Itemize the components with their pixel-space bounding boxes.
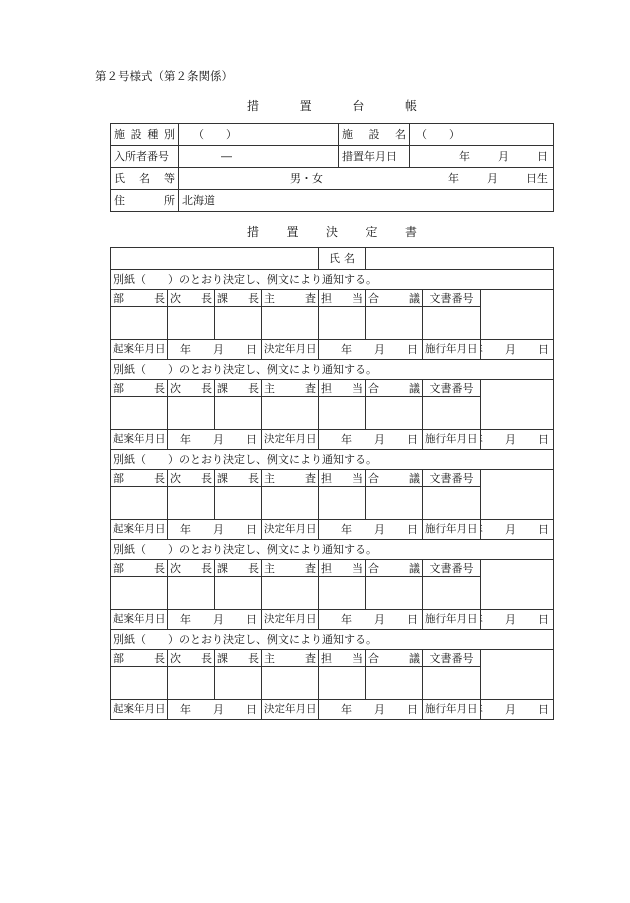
stamp-consultation[interactable] — [366, 577, 423, 610]
stamp-section-head[interactable] — [215, 487, 262, 520]
approver-doc-number-label: 文書番号 — [423, 380, 481, 397]
admission-no-value[interactable]: ― — [179, 146, 339, 168]
stamp-chief[interactable] — [262, 487, 319, 520]
notice-line-row — [111, 450, 554, 470]
notice-line: 別紙（ ）のとおり決定し、例文により通知する。 — [111, 360, 554, 380]
approver-doc-number-label: 文書番号 — [423, 290, 481, 307]
stamp-dept-head[interactable] — [111, 577, 168, 610]
approver-chief-label: 主 査 — [262, 470, 319, 487]
draft-date-value[interactable]: 年 月 日 — [168, 520, 262, 540]
date-row — [111, 610, 554, 630]
draft-date-label: 起案年月日 — [111, 340, 168, 360]
stamp-dept-head[interactable] — [111, 667, 168, 700]
stamp-consultation[interactable] — [366, 667, 423, 700]
approver-dept-head-label: 部 長 — [111, 650, 168, 667]
form-label: 第２号様式（第２条関係） — [95, 69, 233, 83]
decision-date-value[interactable]: 年 月 日 — [319, 430, 423, 450]
draft-date-value[interactable]: 年 月 日 — [168, 340, 262, 360]
stamp-chief[interactable] — [262, 667, 319, 700]
approver-dept-head-label: 部 長 — [111, 470, 168, 487]
decision-date-label: 決定年月日 — [262, 610, 319, 630]
name-gender-birth[interactable] — [179, 168, 554, 190]
approver-chief-label: 主 査 — [262, 560, 319, 577]
approver-header-row — [111, 650, 554, 667]
approver-deputy-head-label: 次 長 — [168, 560, 215, 577]
notice-line-row — [111, 630, 554, 650]
facility-type-value[interactable]: （ ） — [179, 124, 339, 146]
stamp-doc-number[interactable] — [423, 307, 481, 340]
stamp-doc-number[interactable] — [423, 487, 481, 520]
draft-date-value[interactable]: 年 月 日 — [168, 700, 262, 720]
admission-no-label: 入所者番号 — [111, 146, 179, 168]
ledger-title: 措 置 台 帳 — [247, 99, 417, 113]
measure-date-value[interactable]: 年 月 日 — [410, 146, 554, 168]
decision-title: 措 置 決 定 書 — [247, 225, 417, 239]
notice-line: 別紙（ ）のとおり決定し、例文により通知する。 — [111, 630, 554, 650]
ledger-row-name — [111, 168, 554, 190]
notice-line: 別紙（ ）のとおり決定し、例文により通知する。 — [111, 270, 554, 290]
facility-name-label: 施 設 名 — [339, 124, 410, 146]
approver-chief-label: 主 査 — [262, 650, 319, 667]
approver-consultation-label: 合 議 — [366, 650, 423, 667]
approver-deputy-head-label: 次 長 — [168, 470, 215, 487]
effective-date-value[interactable]: 月 日 — [481, 430, 554, 450]
approver-doc-number-label: 文書番号 — [423, 560, 481, 577]
stamp-staff[interactable] — [319, 577, 366, 610]
ledger-row-admission — [111, 146, 554, 168]
approver-consultation-label: 合 議 — [366, 560, 423, 577]
decision-date-label: 決定年月日 — [262, 700, 319, 720]
stamp-doc-number[interactable] — [423, 667, 481, 700]
stamp-chief[interactable] — [262, 577, 319, 610]
approver-dept-head-label: 部 長 — [111, 380, 168, 397]
approver-doc-number-label: 文書番号 — [423, 650, 481, 667]
approver-staff-label: 担 当 — [319, 470, 366, 487]
ledger-table — [110, 123, 554, 212]
effective-date-value[interactable]: 月 日 — [481, 700, 554, 720]
stamp-dept-head[interactable] — [111, 487, 168, 520]
stamp-chief[interactable] — [262, 397, 319, 430]
decision-date-label: 決定年月日 — [262, 430, 319, 450]
address-label: 住 所 — [111, 190, 179, 212]
decision-date-value[interactable]: 年 月 日 — [319, 610, 423, 630]
decision-name-value[interactable] — [366, 248, 554, 270]
effective-date-label: 施行年月日 — [423, 700, 481, 720]
stamp-dept-head[interactable] — [111, 397, 168, 430]
stamp-deputy-head[interactable] — [168, 577, 215, 610]
approver-deputy-head-label: 次 長 — [168, 380, 215, 397]
stamp-section-head[interactable] — [215, 307, 262, 340]
stamp-doc-number[interactable] — [423, 577, 481, 610]
approver-section-head-label: 課 長 — [215, 380, 262, 397]
stamp-deputy-head[interactable] — [168, 487, 215, 520]
approver-blank — [481, 290, 554, 340]
decision-name-row — [111, 248, 554, 270]
notice-line-row — [111, 270, 554, 290]
approver-header-row — [111, 380, 554, 397]
stamp-deputy-head[interactable] — [168, 307, 215, 340]
stamp-staff[interactable] — [319, 397, 366, 430]
name-label: 氏 名 等 — [111, 168, 179, 190]
decision-date-value[interactable]: 年 月 日 — [319, 700, 423, 720]
measure-date-label: 措置年月日 — [339, 146, 410, 168]
effective-date-label: 施行年月日 — [423, 340, 481, 360]
approver-blank — [481, 470, 554, 520]
approver-dept-head-label: 部 長 — [111, 290, 168, 307]
draft-date-value[interactable]: 年 月 日 — [168, 430, 262, 450]
approver-chief-label: 主 査 — [262, 380, 319, 397]
draft-date-label: 起案年月日 — [111, 520, 168, 540]
approver-staff-label: 担 当 — [319, 380, 366, 397]
stamp-doc-number[interactable] — [423, 397, 481, 430]
decision-date-value[interactable]: 年 月 日 — [319, 520, 423, 540]
decision-name-label: 氏 名 — [319, 248, 366, 270]
approver-consultation-label: 合 議 — [366, 380, 423, 397]
decision-name-spacer — [111, 248, 319, 270]
stamp-section-head[interactable] — [215, 667, 262, 700]
date-row — [111, 700, 554, 720]
stamp-chief[interactable] — [262, 307, 319, 340]
approver-section-head-label: 課 長 — [215, 650, 262, 667]
draft-date-value[interactable]: 年 月 日 — [168, 610, 262, 630]
approver-deputy-head-label: 次 長 — [168, 650, 215, 667]
approver-staff-label: 担 当 — [319, 650, 366, 667]
birth-date[interactable]: 年 月 日生 — [448, 172, 548, 185]
decision-date-label: 決定年月日 — [262, 340, 319, 360]
approver-header-row — [111, 470, 554, 487]
stamp-section-head[interactable] — [215, 577, 262, 610]
approver-doc-number-label: 文書番号 — [423, 470, 481, 487]
approver-section-head-label: 課 長 — [215, 470, 262, 487]
stamp-deputy-head[interactable] — [168, 667, 215, 700]
decision-table — [110, 247, 554, 720]
address-value[interactable]: 北海道 — [179, 190, 554, 212]
date-row — [111, 340, 554, 360]
approver-staff-label: 担 当 — [319, 290, 366, 307]
ledger-row-facility — [111, 124, 554, 146]
date-row — [111, 430, 554, 450]
effective-date-label: 施行年月日 — [423, 610, 481, 630]
stamp-section-head[interactable] — [215, 397, 262, 430]
stamp-staff[interactable] — [319, 307, 366, 340]
stamp-staff[interactable] — [319, 487, 366, 520]
approver-consultation-label: 合 議 — [366, 470, 423, 487]
notice-line-row — [111, 540, 554, 560]
approver-header-row — [111, 290, 554, 307]
approver-blank — [481, 650, 554, 700]
notice-line-row — [111, 360, 554, 380]
notice-line: 別紙（ ）のとおり決定し、例文により通知する。 — [111, 540, 554, 560]
approver-section-head-label: 課 長 — [215, 560, 262, 577]
gender-value[interactable]: 男・女 — [290, 172, 323, 185]
facility-name-value[interactable]: （ ） — [410, 124, 554, 146]
approver-section-head-label: 課 長 — [215, 290, 262, 307]
approver-chief-label: 主 査 — [262, 290, 319, 307]
approver-header-row — [111, 560, 554, 577]
draft-date-label: 起案年月日 — [111, 430, 168, 450]
approver-blank — [481, 560, 554, 610]
draft-date-label: 起案年月日 — [111, 610, 168, 630]
stamp-consultation[interactable] — [366, 487, 423, 520]
ledger-row-address — [111, 190, 554, 212]
approver-blank — [481, 380, 554, 430]
stamp-staff[interactable] — [319, 667, 366, 700]
facility-type-label: 施 設 種 別 — [111, 124, 179, 146]
effective-date-value[interactable]: 月 日 — [481, 340, 554, 360]
stamp-consultation[interactable] — [366, 307, 423, 340]
effective-date-value[interactable]: 月 日 — [481, 610, 554, 630]
stamp-consultation[interactable] — [366, 397, 423, 430]
approver-staff-label: 担 当 — [319, 560, 366, 577]
stamp-deputy-head[interactable] — [168, 397, 215, 430]
stamp-dept-head[interactable] — [111, 307, 168, 340]
date-row — [111, 520, 554, 540]
approver-dept-head-label: 部 長 — [111, 560, 168, 577]
approver-consultation-label: 合 議 — [366, 290, 423, 307]
decision-date-value[interactable]: 年 月 日 — [319, 340, 423, 360]
effective-date-value[interactable]: 月 日 — [481, 520, 554, 540]
decision-date-label: 決定年月日 — [262, 520, 319, 540]
draft-date-label: 起案年月日 — [111, 700, 168, 720]
effective-date-label: 施行年月日 — [423, 430, 481, 450]
approver-deputy-head-label: 次 長 — [168, 290, 215, 307]
notice-line: 別紙（ ）のとおり決定し、例文により通知する。 — [111, 450, 554, 470]
effective-date-label: 施行年月日 — [423, 520, 481, 540]
